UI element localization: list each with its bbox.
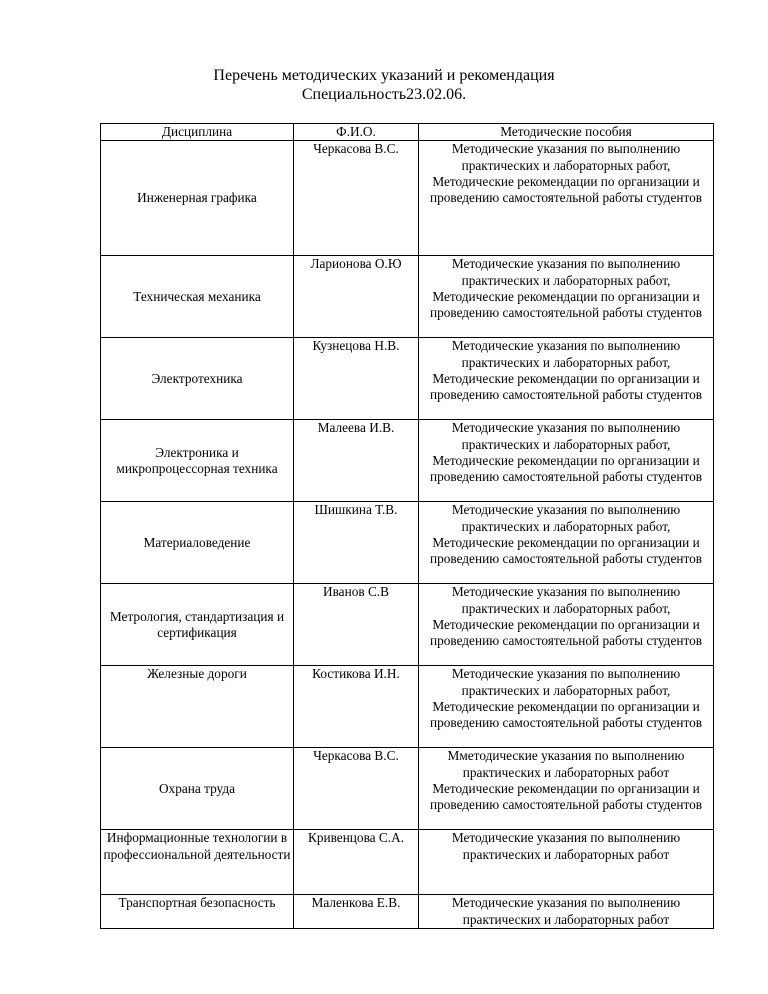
table-row — [101, 141, 714, 256]
materials-cell: Методические указания по выполнению практических и лабораторных работ, Методические рекомендации по организации и проведению самостоятельной работы студентов — [419, 666, 714, 748]
table-row — [101, 895, 714, 929]
table-row — [101, 502, 714, 584]
discipline-cell: Метрология, стандартизация и сертификация — [101, 584, 294, 666]
methods-table — [100, 123, 714, 929]
discipline-cell: Транспортная безопасность — [101, 895, 294, 929]
fio-cell: Иванов С.В — [294, 584, 419, 666]
header-materials: Методические пособия — [419, 124, 714, 141]
materials-cell: Методические указания по выполнению практических и лабораторных работ, Методические рекомендации по организации и проведению самостоятельной работы студентов — [419, 420, 714, 502]
discipline-cell: Охрана труда — [101, 748, 294, 830]
discipline-cell: Электроника и микропроцессорная техника — [101, 420, 294, 502]
header-discipline: Дисциплина — [101, 124, 294, 141]
materials-cell: Мметодические указания по выполнению практических и лабораторных работ Методические рекомендации по организации и проведению самостоятельной работы студентов — [419, 748, 714, 830]
table-row — [101, 584, 714, 666]
table-row — [101, 338, 714, 420]
materials-cell: Методические указания по выполнению практических и лабораторных работ, Методические рекомендации по организации и проведению самостоятельной работы студентов — [419, 502, 714, 584]
table-row — [101, 830, 714, 895]
title-line-2: Специальность23.02.06. — [301, 86, 467, 103]
fio-cell: Малеева И.В. — [294, 420, 419, 502]
materials-cell: Методические указания по выполнению практических и лабораторных работ — [419, 895, 714, 929]
fio-cell: Черкасова В.С. — [294, 141, 419, 256]
fio-cell: Черкасова В.С. — [294, 748, 419, 830]
fio-cell: Кузнецова Н.В. — [294, 338, 419, 420]
materials-cell: Методические указания по выполнению практических и лабораторных работ, Методические рекомендации по организации и проведению самостоятельной работы студентов — [419, 584, 714, 666]
discipline-cell: Инженерная графика — [101, 141, 294, 256]
fio-cell: Костикова И.Н. — [294, 666, 419, 748]
discipline-cell: Электротехника — [101, 338, 294, 420]
discipline-cell: Железные дороги — [101, 666, 294, 748]
title-line-1: Перечень методических указаний и рекомендация — [213, 67, 555, 84]
fio-cell: Кривенцова С.А. — [294, 830, 419, 895]
discipline-cell: Материаловедение — [101, 502, 294, 584]
table-row — [101, 420, 714, 502]
discipline-cell: Информационные технологии в профессиональной деятельности — [101, 830, 294, 895]
table-row — [101, 748, 714, 830]
fio-cell: Маленкова Е.В. — [294, 895, 419, 929]
fio-cell: Шишкина Т.В. — [294, 502, 419, 584]
header-fio: Ф.И.О. — [294, 124, 419, 141]
document-title — [0, 66, 768, 104]
materials-cell: Методические указания по выполнению практических и лабораторных работ — [419, 830, 714, 895]
discipline-cell: Техническая механика — [101, 256, 294, 338]
table-row — [101, 666, 714, 748]
materials-cell: Методические указания по выполнению практических и лабораторных работ, Методические рекомендации по организации и проведению самостоятельной работы студентов — [419, 256, 714, 338]
materials-cell: Методические указания по выполнению практических и лабораторных работ, Методические рекомендации по организации и проведению самостоятельной работы студентов — [419, 338, 714, 420]
table-header-row — [101, 124, 714, 141]
fio-cell: Ларионова О.Ю — [294, 256, 419, 338]
table-row — [101, 256, 714, 338]
materials-cell: Методические указания по выполнению практических и лабораторных работ, Методические рекомендации по организации и проведению самостоятельной работы студентов — [419, 141, 714, 256]
